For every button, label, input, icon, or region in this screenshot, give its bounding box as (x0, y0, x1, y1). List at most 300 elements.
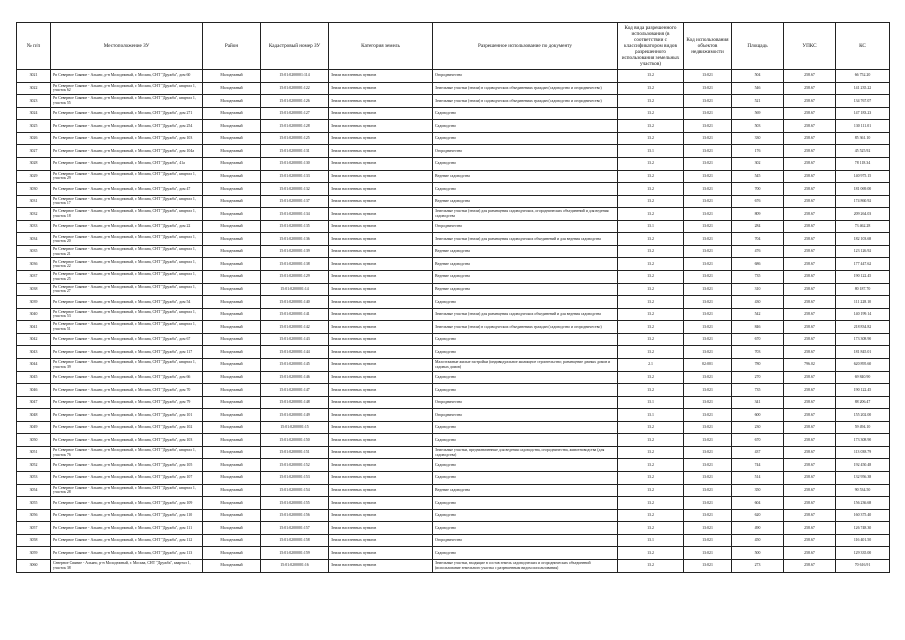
cell-area: 273 (732, 559, 784, 572)
cell-area: 600 (732, 409, 784, 422)
cell-area: 809 (732, 208, 784, 221)
cell-use-type-code: 13.1 (618, 534, 684, 547)
table-row (17, 371, 890, 384)
cell-object-use-code: 13:021 (684, 208, 732, 221)
cell-upks: 258.67 (784, 371, 836, 384)
table-row (17, 132, 890, 145)
cell-object-use-code: 13:021 (684, 459, 732, 472)
cell-ks: 116 401.50 (836, 534, 890, 547)
table-row (17, 183, 890, 196)
cell-area: 670 (732, 333, 784, 346)
cell-cadastral-number: 15:01:0200001:158 (261, 534, 329, 547)
cell-upks: 258.67 (784, 195, 836, 208)
cell-land-category: Земли населенных пунктов (329, 95, 433, 108)
cell-land-category: Земли населенных пунктов (329, 195, 433, 208)
cell-land-category: Земли населенных пунктов (329, 384, 433, 397)
cell-row-number: 3059 (17, 547, 51, 560)
cell-area: 620 (732, 509, 784, 522)
cell-land-category: Земли населенных пунктов (329, 522, 433, 535)
cell-use-type-code: 13.2 (618, 283, 684, 296)
cell-cadastral-number: 15:01:0200001:157 (261, 522, 329, 535)
cell-upks: 258.67 (784, 82, 836, 95)
cell-cadastral-number: 15:01:0200001:148 (261, 396, 329, 409)
cell-land-category: Земли населенных пунктов (329, 547, 433, 560)
cell-permitted-use: Садоводство (433, 333, 618, 346)
cell-ks: 190 122.45 (836, 384, 890, 397)
table-row (17, 358, 890, 371)
cell-upks: 258.67 (784, 484, 836, 497)
cell-use-type-code: 13.1 (618, 409, 684, 422)
cell-location: Рп Северное Сияние - Альянс, р-н Молодежный, г. Москва, СНТ "Дружба", дом 103 (51, 132, 203, 145)
cell-object-use-code: 13:021 (684, 497, 732, 510)
cell-ks: 147 183.23 (836, 107, 890, 120)
cell-land-category: Земли населенных пунктов (329, 446, 433, 459)
cell-upks: 258.67 (784, 509, 836, 522)
cell-district: Молодежный (203, 220, 261, 233)
cell-row-number: 3052 (17, 459, 51, 472)
cell-land-category: Земли населенных пунктов (329, 120, 433, 133)
cell-land-category: Земли населенных пунктов (329, 396, 433, 409)
cell-permitted-use: Ведение садоводства (433, 258, 618, 271)
cell-land-category: Земли населенных пунктов (329, 157, 433, 170)
land-plots-table (16, 22, 890, 573)
header-col-ks: КС (836, 23, 890, 70)
cell-use-type-code: 2.1 (618, 358, 684, 371)
cell-land-category: Земли населенных пунктов (329, 132, 433, 145)
cell-land-category: Земли населенных пунктов (329, 434, 433, 447)
cell-cadastral-number: 15:01:0200001:122 (261, 82, 329, 95)
cell-ks: 155 202.00 (836, 409, 890, 422)
cell-object-use-code: 13:021 (684, 195, 732, 208)
cell-ks: 177 447.62 (836, 258, 890, 271)
cell-cadastral-number: 15:01:0200001:144 (261, 346, 329, 359)
cell-area: 542 (732, 308, 784, 321)
cell-row-number: 3040 (17, 308, 51, 321)
cell-upks: 258.67 (784, 157, 836, 170)
cell-row-number: 3051 (17, 446, 51, 459)
cell-permitted-use: Малоэтажные жилые застройки (индивидуальное жилищное строительство; размещение дачных домов и садовых домов) (433, 358, 618, 371)
cell-permitted-use: Садоводство (433, 472, 618, 485)
cell-ks: 620 895.60 (836, 358, 890, 371)
cell-land-category: Земли населенных пунктов (329, 208, 433, 221)
cell-upks: 258.67 (784, 459, 836, 472)
table-row (17, 82, 890, 95)
cell-use-type-code: 13.2 (618, 183, 684, 196)
cell-row-number: 3036 (17, 258, 51, 271)
cell-permitted-use: Огородничество (433, 409, 618, 422)
cell-permitted-use: Садоводство (433, 346, 618, 359)
cell-location: Рп Северное Сияние - Альянс, р-н Молодежный, г. Москва, СНТ "Дружба", квартал 1, участок 53 (51, 308, 203, 321)
cell-cadastral-number: 15:01:0200001:156 (261, 509, 329, 522)
cell-upks: 258.67 (784, 132, 836, 145)
cell-land-category: Земли населенных пунктов (329, 82, 433, 95)
table-row (17, 145, 890, 158)
cell-land-category: Земли населенных пунктов (329, 472, 433, 485)
cell-use-type-code: 13.2 (618, 346, 684, 359)
table-row (17, 547, 890, 560)
cell-location: Рп Северное Сияние - Альянс, р-н Молодежный, г. Москва, СНТ "Дружба", 41а (51, 157, 203, 170)
cell-ks: 69 840.90 (836, 371, 890, 384)
cell-area: 284 (732, 220, 784, 233)
cell-district: Молодежный (203, 283, 261, 296)
cell-location: Рп Северное Сияние - Альянс, р-н Молодежный, г. Москва, СНТ "Дружба", дом 104а (51, 145, 203, 158)
cell-row-number: 3026 (17, 132, 51, 145)
cell-use-type-code: 13.2 (618, 547, 684, 560)
cell-use-type-code: 13.2 (618, 170, 684, 183)
cell-location: Рп Северное Сияние - Альянс, р-н Молодежный, г. Москва, СНТ "Дружба", дом 101 (51, 409, 203, 422)
cell-district: Молодежный (203, 258, 261, 271)
cell-area: 476 (732, 245, 784, 258)
cell-area: 676 (732, 195, 784, 208)
cell-ks: 59 494.10 (836, 421, 890, 434)
cell-land-category: Земли населенных пунктов (329, 296, 433, 309)
cell-use-type-code: 13.2 (618, 484, 684, 497)
table-row (17, 157, 890, 170)
cell-object-use-code: 13:021 (684, 421, 732, 434)
cell-object-use-code: 13:021 (684, 107, 732, 120)
cell-use-type-code: 13.2 (618, 333, 684, 346)
cell-ks: 173 308.90 (836, 434, 890, 447)
table-row (17, 245, 890, 258)
cell-use-type-code: 13.2 (618, 208, 684, 221)
cell-use-type-code: 13.2 (618, 472, 684, 485)
cell-location: Рп Северное Сияние - Альянс, р-н Молодежный, г. Москва, СНТ "Дружба", дом 113 (51, 547, 203, 560)
cell-area: 430 (732, 296, 784, 309)
cell-ks: 192 450.48 (836, 459, 890, 472)
cell-area: 700 (732, 183, 784, 196)
cell-location: Рп Северное Сияние - Альянс, р-н Молодежный, г. Москва, СНТ "Дружба", дом 66 (51, 371, 203, 384)
cell-upks: 258.67 (784, 472, 836, 485)
cell-row-number: 3033 (17, 220, 51, 233)
table-row (17, 421, 890, 434)
cell-cadastral-number: 15:01:0200001:149 (261, 409, 329, 422)
cell-ks: 45 525.92 (836, 145, 890, 158)
cell-use-type-code: 13.2 (618, 459, 684, 472)
cell-location: Рп Северное Сияние - Альянс, р-н Молодежный, г. Москва, СНТ "Дружба", дом 70 (51, 384, 203, 397)
cell-ks: 209 264.03 (836, 208, 890, 221)
cell-land-category: Земли населенных пунктов (329, 321, 433, 334)
cell-location: Рп Северное Сияние - Альянс, р-н Молодежный, г. Москва, СНТ "Дружба", дом 102 (51, 421, 203, 434)
cell-row-number: 3046 (17, 384, 51, 397)
cell-district: Молодежный (203, 82, 261, 95)
cell-permitted-use: Ведение садоводства (433, 195, 618, 208)
cell-area: 341 (732, 396, 784, 409)
cell-permitted-use: Земельные участки (земли) для размещения садоводческих объединений и для ведения садоводства (433, 308, 618, 321)
cell-area: 176 (732, 145, 784, 158)
table-row (17, 396, 890, 409)
cell-cadastral-number: 15:01:0200001:154 (261, 484, 329, 497)
cell-use-type-code: 13.2 (618, 245, 684, 258)
cell-area: 310 (732, 283, 784, 296)
cell-row-number: 3042 (17, 333, 51, 346)
cell-cadastral-number: 15:01:0200001:128 (261, 120, 329, 133)
cell-location: Рп Северное Сияние - Альянс, р-н Молодежный, г. Москва, СНТ "Дружба", дом 79 (51, 396, 203, 409)
cell-upks: 258.67 (784, 296, 836, 309)
cell-cadastral-number: 15:01:0200001:131 (261, 145, 329, 158)
cell-upks: 258.67 (784, 346, 836, 359)
cell-location: Рп Северное Сияние - Альянс, р-н Молодежный, г. Москва, СНТ "Дружба", квартал 1, участок 17 (51, 195, 203, 208)
cell-district: Молодежный (203, 497, 261, 510)
cell-row-number: 3048 (17, 409, 51, 422)
cell-permitted-use: Садоводство (433, 132, 618, 145)
cell-district: Молодежный (203, 132, 261, 145)
cell-cadastral-number: 15:01:0200001:137 (261, 195, 329, 208)
cell-location: Рп Северное Сияние - Альянс, р-н Молодежный, г. Москва, СНТ "Дружба", дом 54 (51, 296, 203, 309)
cell-cadastral-number: 15:01:0200001:141 (261, 308, 329, 321)
cell-location: Рп Северное Сияние - Альянс, р-н Молодежный, г. Москва, СНТ "Дружба", дом 60 (51, 70, 203, 83)
cell-row-number: 3045 (17, 371, 51, 384)
cell-upks: 258.67 (784, 170, 836, 183)
cell-permitted-use: Садоводство (433, 296, 618, 309)
cell-location: Рп Северное Сияние - Альянс, р-н Молодежный, г. Москва, СНТ "Дружба", дом 110 (51, 509, 203, 522)
header-col-location: Местоположение ЗУ (51, 23, 203, 70)
cell-row-number: 3041 (17, 321, 51, 334)
cell-ks: 113 038.79 (836, 446, 890, 459)
cell-row-number: 3049 (17, 421, 51, 434)
cell-ks: 126 748.30 (836, 522, 890, 535)
cell-object-use-code: 13:021 (684, 434, 732, 447)
cell-use-type-code: 13.2 (618, 95, 684, 108)
cell-upks: 258.67 (784, 120, 836, 133)
table-header-row (17, 23, 890, 70)
cell-use-type-code: 13.2 (618, 434, 684, 447)
cell-ks: 160 375.40 (836, 509, 890, 522)
cell-land-category: Земли населенных пунктов (329, 333, 433, 346)
cell-row-number: 3024 (17, 107, 51, 120)
cell-district: Молодежный (203, 534, 261, 547)
cell-district: Молодежный (203, 522, 261, 535)
cell-object-use-code: 13:021 (684, 509, 732, 522)
cell-area: 437 (732, 446, 784, 459)
cell-cadastral-number: 15:01:0200001:129 (261, 271, 329, 284)
cell-land-category: Земли населенных пунктов (329, 233, 433, 246)
header-col-land-category: Категория земель (329, 23, 433, 70)
cell-use-type-code: 13.2 (618, 132, 684, 145)
table-row (17, 409, 890, 422)
cell-district: Молодежный (203, 95, 261, 108)
cell-use-type-code: 13.2 (618, 308, 684, 321)
cell-upks: 258.67 (784, 421, 836, 434)
cell-object-use-code: 13:021 (684, 472, 732, 485)
cell-ks: 132 956.38 (836, 472, 890, 485)
cell-use-type-code: 13.2 (618, 421, 684, 434)
cell-ks: 123 126.92 (836, 245, 890, 258)
cell-ks: 140 975.15 (836, 170, 890, 183)
cell-cadastral-number: 15:01:0200001:153 (261, 472, 329, 485)
cell-upks: 258.67 (784, 497, 836, 510)
cell-object-use-code: 13:021 (684, 245, 732, 258)
cell-object-use-code: 13:021 (684, 283, 732, 296)
table-row (17, 283, 890, 296)
table-row (17, 271, 890, 284)
cell-location: Северное Сияние - Альянс, р-н Молодежный, г. Москва, СНТ "Дружба", квартал 1, участок 38 (51, 559, 203, 572)
cell-permitted-use: Земельные участки (земли) в садоводческих объединениях граждан (садоводство и огородничество) (433, 95, 618, 108)
cell-cadastral-number: 15:01:0200001:15 (261, 421, 329, 434)
cell-land-category: Земли населенных пунктов (329, 346, 433, 359)
cell-object-use-code: 13:021 (684, 484, 732, 497)
table-row (17, 120, 890, 133)
cell-permitted-use: Ведение садоводства (433, 283, 618, 296)
cell-area: 500 (732, 547, 784, 560)
header-col-area: Площадь (732, 23, 784, 70)
cell-ks: 156 236.68 (836, 497, 890, 510)
cell-cadastral-number: 15:01:0200001:132 (261, 183, 329, 196)
cell-row-number: 3034 (17, 233, 51, 246)
cell-ks: 80 187.70 (836, 283, 890, 296)
cell-permitted-use: Ведение садоводства (433, 484, 618, 497)
cell-use-type-code: 13.1 (618, 145, 684, 158)
cell-permitted-use: Огородничество (433, 145, 618, 158)
cell-cadastral-number: 15:01:0200001:151 (261, 446, 329, 459)
cell-row-number: 3028 (17, 157, 51, 170)
cell-row-number: 3058 (17, 534, 51, 547)
cell-ks: 181 069.00 (836, 183, 890, 196)
cell-district: Молодежный (203, 559, 261, 572)
cell-permitted-use: Земельные участки (земли) в садоводческих объединениях граждан (садоводство и огородничество) (433, 321, 618, 334)
header-col-upks: УПКС (784, 23, 836, 70)
cell-use-type-code: 13.2 (618, 321, 684, 334)
cell-object-use-code: 13:021 (684, 145, 732, 158)
cell-cadastral-number: 15:01:0200001:138 (261, 258, 329, 271)
cell-area: 330 (732, 132, 784, 145)
cell-use-type-code: 13.2 (618, 233, 684, 246)
cell-object-use-code: 13:021 (684, 82, 732, 95)
cell-use-type-code: 13.2 (618, 70, 684, 83)
cell-district: Молодежный (203, 107, 261, 120)
cell-row-number: 3037 (17, 271, 51, 284)
cell-object-use-code: 02:001 (684, 358, 732, 371)
cell-upks: 796.02 (784, 358, 836, 371)
table-row (17, 70, 890, 83)
cell-row-number: 3044 (17, 358, 51, 371)
cell-object-use-code: 13:021 (684, 183, 732, 196)
cell-object-use-code: 13:021 (684, 233, 732, 246)
cell-location: Рп Северное Сияние - Альянс, р-н Молодежный, г. Москва, СНТ "Дружба", квартал 1, участок 21 (51, 245, 203, 258)
table-row (17, 522, 890, 535)
table-body (17, 70, 890, 573)
cell-permitted-use: Садоводство (433, 371, 618, 384)
cell-upks: 258.67 (784, 107, 836, 120)
cell-use-type-code: 13.2 (618, 371, 684, 384)
cell-cadastral-number: 15:01:0200001:159 (261, 547, 329, 560)
cell-use-type-code: 13.2 (618, 120, 684, 133)
cell-district: Молодежный (203, 170, 261, 183)
cell-district: Молодежный (203, 208, 261, 221)
cell-district: Молодежный (203, 509, 261, 522)
cell-cadastral-number: 15:01:0200001:139 (261, 245, 329, 258)
table-row (17, 484, 890, 497)
table-row (17, 195, 890, 208)
cell-cadastral-number: 15:01:0200001:14 (261, 283, 329, 296)
cell-district: Молодежный (203, 434, 261, 447)
cell-upks: 258.67 (784, 258, 836, 271)
cell-object-use-code: 13:021 (684, 258, 732, 271)
cell-upks: 258.67 (784, 321, 836, 334)
table-row (17, 346, 890, 359)
cell-cadastral-number: 15:01:0200001:133 (261, 170, 329, 183)
cell-object-use-code: 13:021 (684, 170, 732, 183)
cell-object-use-code: 13:021 (684, 559, 732, 572)
cell-ks: 111 228.10 (836, 296, 890, 309)
cell-district: Молодежный (203, 183, 261, 196)
cell-permitted-use: Огородничество (433, 70, 618, 83)
cell-upks: 258.67 (784, 220, 836, 233)
cell-district: Молодежный (203, 245, 261, 258)
cell-land-category: Земли населенных пунктов (329, 559, 433, 572)
cell-cadastral-number: 15:01:0200001:114 (261, 70, 329, 83)
cell-district: Молодежный (203, 396, 261, 409)
cell-district: Молодежный (203, 371, 261, 384)
header-col-cadastral-number: Кадастровый номер ЗУ (261, 23, 329, 70)
cell-row-number: 3030 (17, 183, 51, 196)
cell-object-use-code: 13:021 (684, 534, 732, 547)
cell-use-type-code: 13.2 (618, 296, 684, 309)
cell-land-category: Земли населенных пунктов (329, 409, 433, 422)
cell-upks: 258.67 (784, 271, 836, 284)
cell-permitted-use: Садоводство (433, 434, 618, 447)
cell-location: Рп Северное Сияние - Альянс, р-н Молодежный, г. Москва, СНТ "Дружба", квартал 1, участок 22 (51, 258, 203, 271)
cell-object-use-code: 13:021 (684, 396, 732, 409)
cell-upks: 258.67 (784, 233, 836, 246)
table-row (17, 208, 890, 221)
cell-permitted-use: Садоводство (433, 183, 618, 196)
cell-cadastral-number: 15:01:0200001:145 (261, 358, 329, 371)
cell-area: 735 (732, 384, 784, 397)
cell-use-type-code: 13.2 (618, 195, 684, 208)
cell-ks: 173 308.90 (836, 333, 890, 346)
cell-row-number: 3038 (17, 283, 51, 296)
cell-ks: 190 122.45 (836, 271, 890, 284)
cell-upks: 258.67 (784, 208, 836, 221)
cell-district: Молодежный (203, 271, 261, 284)
cell-ks: 134 767.07 (836, 95, 890, 108)
table-row (17, 534, 890, 547)
cell-permitted-use: Огородничество (433, 220, 618, 233)
cell-location: Рп Северное Сияние - Альянс, р-н Молодежный, г. Москва, СНТ "Дружба", квартал 1, участок 39 (51, 358, 203, 371)
cell-object-use-code: 13:021 (684, 446, 732, 459)
cell-upks: 258.67 (784, 245, 836, 258)
cell-ks: 130 111.01 (836, 120, 890, 133)
table-row (17, 384, 890, 397)
cell-area: 230 (732, 421, 784, 434)
cell-location: Рп Северное Сияние - Альянс, р-н Молодежный, г. Москва, СНТ "Дружба", дом 117 (51, 346, 203, 359)
cell-area: 546 (732, 82, 784, 95)
cell-upks: 258.67 (784, 384, 836, 397)
cell-land-category: Земли населенных пунктов (329, 358, 433, 371)
table-row (17, 170, 890, 183)
cell-district: Молодежный (203, 446, 261, 459)
cell-location: Рп Северное Сияние - Альянс, р-н Молодежный, г. Москва, СНТ "Дружба", дом 271 (51, 107, 203, 120)
cell-location: Рп Северное Сияние - Альянс, р-н Молодежный, г. Москва, СНТ "Дружба", дом 107 (51, 472, 203, 485)
cell-cadastral-number: 15:01:0200001:150 (261, 434, 329, 447)
cell-row-number: 3027 (17, 145, 51, 158)
cell-permitted-use: Садоводство (433, 522, 618, 535)
table-row (17, 296, 890, 309)
cell-cadastral-number: 15:01:0200001:126 (261, 95, 329, 108)
table-row (17, 559, 890, 572)
cell-cadastral-number: 15:01:0200001:135 (261, 220, 329, 233)
cell-permitted-use: Садоводство (433, 497, 618, 510)
cell-ks: 218 834.82 (836, 321, 890, 334)
cell-location: Рп Северное Сияние - Альянс, р-н Молодежный, г. Москва, СНТ "Дружба", квартал 1, участок 20 (51, 233, 203, 246)
table-row (17, 446, 890, 459)
cell-upks: 258.67 (784, 333, 836, 346)
cell-object-use-code: 13:021 (684, 333, 732, 346)
cell-cadastral-number: 15:01:0200001:127 (261, 107, 329, 120)
header-col-object-use-code: Код использования объектов недвижимости (684, 23, 732, 70)
cell-district: Молодежный (203, 384, 261, 397)
header-col-permitted-use: Разрешенное использование по документу (433, 23, 618, 70)
